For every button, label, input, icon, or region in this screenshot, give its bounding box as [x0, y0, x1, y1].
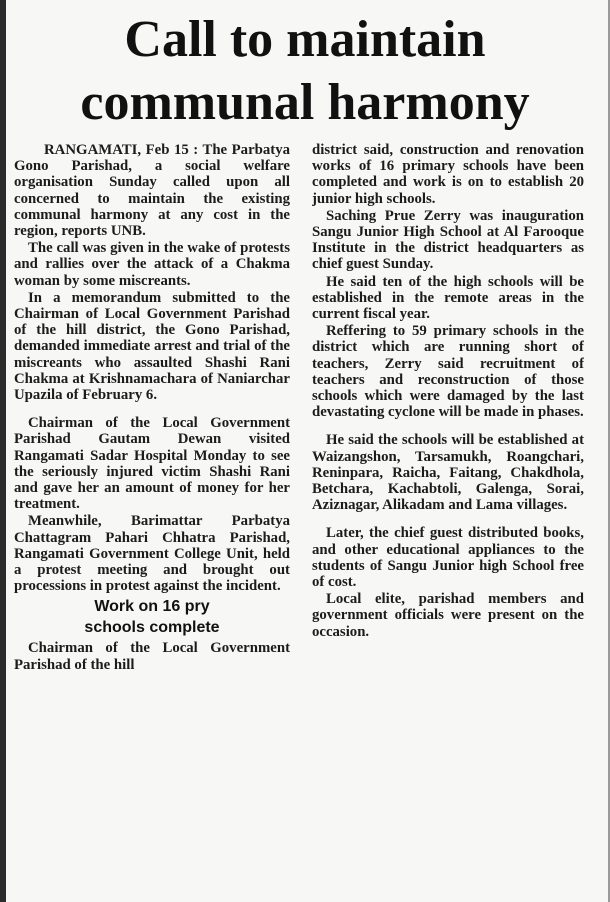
- paragraph: Chairman of the Local Government Parishad Gautam Dewan visited Rangamati Sadar Hospital Monday to see the seriously injured victim Shashi Rani and gave her an amount of money for her treatment.: [14, 415, 290, 513]
- paragraph: RANGAMATI, Feb 15 : The Parbatya Gono Parishad, a social welfare organisation Sunday called upon all concerned to maintain the existing communal harmony at any cost in the region, reports UNB.: [14, 142, 290, 240]
- left-column: [14, 142, 290, 894]
- subheading-line-2: schools complete: [84, 619, 220, 637]
- right-column: [312, 142, 584, 894]
- paragraph: Meanwhile, Barimattar Parbatya Chattagram Pahari Chhatra Parishad, Rangamati Government College Unit, held a protest meeting and brought out processions in protest against the incident.: [14, 513, 290, 595]
- paragraph: Saching Prue Zerry was inauguration Sangu Junior High School at Al Farooque Institute in the district headquarters as chief guest Sunday.: [312, 207, 584, 273]
- subheading-line-1: Work on 16 pry: [94, 598, 210, 616]
- subheading: [14, 596, 290, 638]
- paragraph: He said ten of the high schools will be established in the remote areas in the current fiscal year.: [312, 273, 584, 323]
- paragraph: Local elite, parishad members and government officials were present on the occasion.: [312, 591, 584, 640]
- paragraph: Later, the chief guest distributed books, and other educational appliances to the students of Sangu Junior high School free of cost.: [312, 525, 584, 591]
- paragraph: Chairman of the Local Government Parishad of the hill: [14, 640, 290, 673]
- headline-line-1: Call to maintain: [124, 11, 486, 68]
- left-border-rule: [0, 0, 6, 902]
- paragraph: Reffering to 59 primary schools in the district which are running short of teachers, Zerry said recruitment of teachers and reconstruction of those schools which were damaged by the last devastating cyclone will be made in phases.: [312, 323, 584, 421]
- paragraph: He said the schools will be established at Waizangshon, Tarsamukh, Roangchari, Reninpara, Raicha, Faitang, Chakdhola, Betchara, Kachabtoli, Galenga, Sorai, Aziznagar, Alikadam and Lama villages.: [312, 432, 584, 514]
- paragraph: The call was given in the wake of protests and rallies over the attack of a Chakma woman by some miscreants.: [14, 240, 290, 289]
- headline: [10, 8, 600, 134]
- paragraph: district said, construction and renovation works of 16 primary schools have been completed and work is on to establish 20 junior high schools.: [312, 142, 584, 207]
- paragraph: In a memorandum submitted to the Chairman of Local Government Parishad of the hill district, the Gono Parishad, demanded immediate arrest and trial of the miscreants who assaulted Shashi Rani Chakma at Krishnamachara of Naniarchar Upazila of February 6.: [14, 289, 290, 404]
- headline-line-2: communal harmony: [80, 74, 530, 131]
